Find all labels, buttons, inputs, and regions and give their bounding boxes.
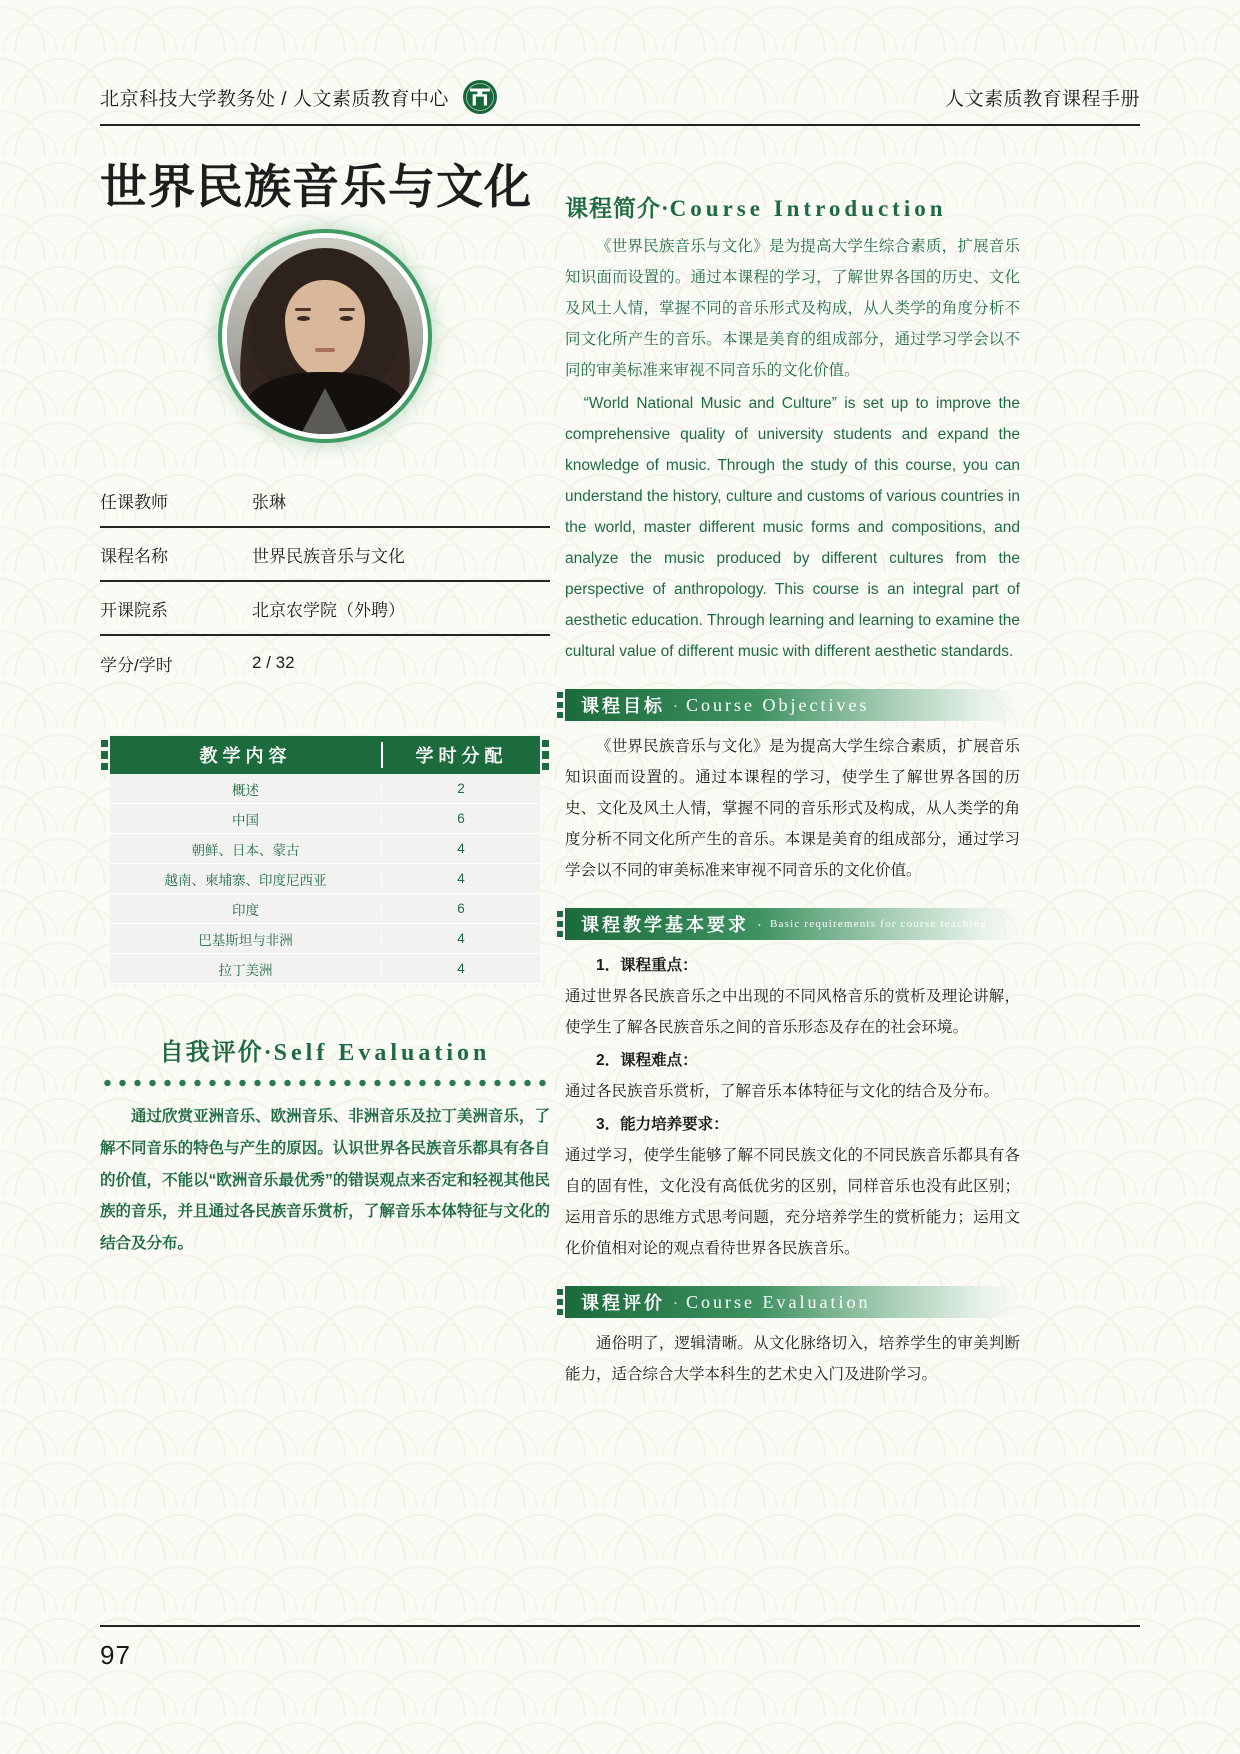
hours-table-header <box>110 736 540 774</box>
table-row <box>110 834 540 864</box>
banner-separator: · <box>673 696 678 714</box>
info-label: 学分/学时 <box>100 655 173 675</box>
info-row-teacher <box>100 474 550 528</box>
info-value: 2 / 32 <box>252 653 295 673</box>
table-row <box>110 954 540 984</box>
table-row <box>110 804 540 834</box>
right-column <box>565 190 1020 1392</box>
course-requirements-banner <box>565 908 1020 940</box>
requirement-body-2: 通过各民族音乐赏析，了解音乐本体特征与文化的结合及分布。 <box>565 1083 1000 1100</box>
page-title: 世界民族音乐与文化 <box>100 160 532 213</box>
cell-content: 中国 <box>231 812 259 828</box>
header-handbook-title: 人文素质教育课程手册 <box>944 88 1140 110</box>
objectives-banner-cn: 课程目标 <box>581 696 665 716</box>
cell-content: 印度 <box>231 902 259 918</box>
info-row-course-name <box>100 528 550 582</box>
header-divider <box>100 124 1140 126</box>
portrait-brow-right <box>339 308 355 311</box>
self-evaluation-section <box>100 1032 550 1260</box>
hours-table-header-content: 教学内容 <box>199 746 292 767</box>
teacher-portrait <box>227 238 423 434</box>
course-objectives-body: 《世界民族音乐与文化》是为提高大学生综合素质，扩展音乐知识面而设置的。通过本课程的学习，使学生了解世界各国的历史、文化及风土人情，掌握不同的音乐形式及构成，从人类学的角度分析不同文化所产生的音乐。本课是美育的组成部分，通过学习学会以不同的审美标准来审视不同音乐的文化价值。 <box>565 738 1020 879</box>
course-evaluation-banner <box>565 1286 1020 1318</box>
dotted-divider <box>100 1079 550 1087</box>
requirement-heading-3: 3．能力培养要求： <box>596 1116 729 1133</box>
portrait-mouth <box>315 348 335 352</box>
self-evaluation-title-en: Self Evaluation <box>273 1040 491 1067</box>
table-row <box>110 894 540 924</box>
university-seal-icon <box>463 80 497 114</box>
header-left-group <box>100 80 497 114</box>
requirement-body-1: 通过世界各民族音乐之中出现的不同风格音乐的赏析及理论讲解，使学生了解各民族音乐之间的音乐形态及存在的社会环境。 <box>565 988 1020 1036</box>
info-label: 开课院系 <box>100 600 168 620</box>
page-header <box>100 80 1140 114</box>
table-row <box>110 924 540 954</box>
requirement-body-3: 通过学习，使学生能够了解不同民族文化的不同民族音乐都具有各自的固有性，文化没有高低优劣的区别，同样音乐也没有此区别；运用音乐的思维方式思考问题，充分培养学生的赏析能力；运用文化价值相对论的观点看待世界各民族音乐。 <box>565 1147 1020 1257</box>
objectives-banner-en: Course Objectives <box>686 694 870 715</box>
course-info-list <box>100 474 550 690</box>
intro-title-cn: 课程简介 <box>565 196 661 221</box>
info-value: 北京农学院（外聘） <box>252 600 405 620</box>
cell-content: 巴基斯坦与非洲 <box>198 932 293 948</box>
cell-content: 越南、柬埔寨、印度尼西亚 <box>164 872 327 888</box>
info-label: 课程名称 <box>100 546 168 566</box>
portrait-container <box>100 238 550 434</box>
course-introduction-title <box>565 190 1020 223</box>
footer-divider <box>100 1625 1140 1627</box>
requirement-heading-1: 1．课程重点： <box>596 957 698 974</box>
cell-content: 拉丁美洲 <box>218 962 273 978</box>
info-row-department <box>100 582 550 636</box>
cell-hours: 4 <box>381 871 540 886</box>
course-introduction-en: “World National Music and Culture” is set up to improve the comprehensive quality of university students and expand the knowledge of music. Through the study of this course, you can understand the history, culture and customs of various countries in the world, master different music forms and compositions, and analyze the music produced by different cultures from the perspective of anthropology. This course is an integral part of aesthetic education. Through learning and learning to examine the cultural value of different music with different aesthetic standards. <box>565 395 1020 660</box>
hours-table-header-hours: 学时分配 <box>381 742 540 768</box>
intro-title-en: Course Introduction <box>669 196 947 221</box>
requirement-heading-2: 2．课程难点： <box>596 1052 698 1069</box>
course-objectives-banner <box>565 689 1020 721</box>
requirements-banner-cn: 课程教学基本要求 <box>581 915 749 935</box>
info-value: 张琳 <box>252 492 286 512</box>
cell-hours: 4 <box>381 931 540 946</box>
info-value: 世界民族音乐与文化 <box>252 546 405 566</box>
banner-separator: · <box>757 915 762 933</box>
portrait-brow-left <box>295 308 311 311</box>
page-number: 97 <box>100 1640 131 1670</box>
evaluation-banner-en: Course Evaluation <box>686 1291 871 1312</box>
requirements-banner-en: Basic requirements for course teaching <box>770 918 988 930</box>
cell-content: 朝鲜、日本、蒙古 <box>191 842 300 858</box>
banner-separator: · <box>673 1293 678 1311</box>
portrait-face <box>285 280 365 376</box>
left-column <box>100 160 550 1260</box>
cell-content: 概述 <box>231 782 259 798</box>
header-department-text: 北京科技大学教务处 / 人文素质教育中心 <box>100 88 449 110</box>
title-separator: · <box>661 196 670 221</box>
hours-table <box>110 736 540 984</box>
info-row-credits <box>100 636 550 690</box>
evaluation-banner-cn: 课程评价 <box>581 1293 665 1313</box>
cell-hours: 6 <box>381 811 540 826</box>
course-introduction-cn: 《世界民族音乐与文化》是为提高大学生综合素质，扩展音乐知识面而设置的。通过本课程的学习，了解世界各国的历史、文化及风土人情，掌握不同的音乐形式及构成，从人类学的角度分析不同文化所产生的音乐。本课是美育的组成部分，通过学习学会以不同的审美标准来审视不同音乐的文化价值。 <box>565 238 1020 379</box>
table-row <box>110 774 540 804</box>
self-evaluation-title <box>100 1032 550 1067</box>
self-evaluation-body: 通过欣赏亚洲音乐、欧洲音乐、非洲音乐及拉丁美洲音乐，了解不同音乐的特色与产生的原因。认识世界各民族音乐都具有各自的价值，不能以“欧洲音乐最优秀”的错误观点来否定和轻视其他民族的音乐，并且通过各民族音乐赏析，了解音乐本体特征与文化的结合及分布。 <box>100 1108 550 1253</box>
title-separator: · <box>263 1040 274 1067</box>
info-label: 任课教师 <box>100 492 168 512</box>
cell-hours: 4 <box>381 961 540 976</box>
cell-hours: 4 <box>381 841 540 856</box>
self-evaluation-title-cn: 自我评价 <box>159 1040 264 1067</box>
cell-hours: 6 <box>381 901 540 916</box>
cell-hours: 2 <box>381 781 540 796</box>
course-evaluation-body: 通俗明了，逻辑清晰。从文化脉络切入，培养学生的审美判断能力，适合综合大学本科生的艺术史入门及进阶学习。 <box>565 1335 1020 1383</box>
table-row <box>110 864 540 894</box>
